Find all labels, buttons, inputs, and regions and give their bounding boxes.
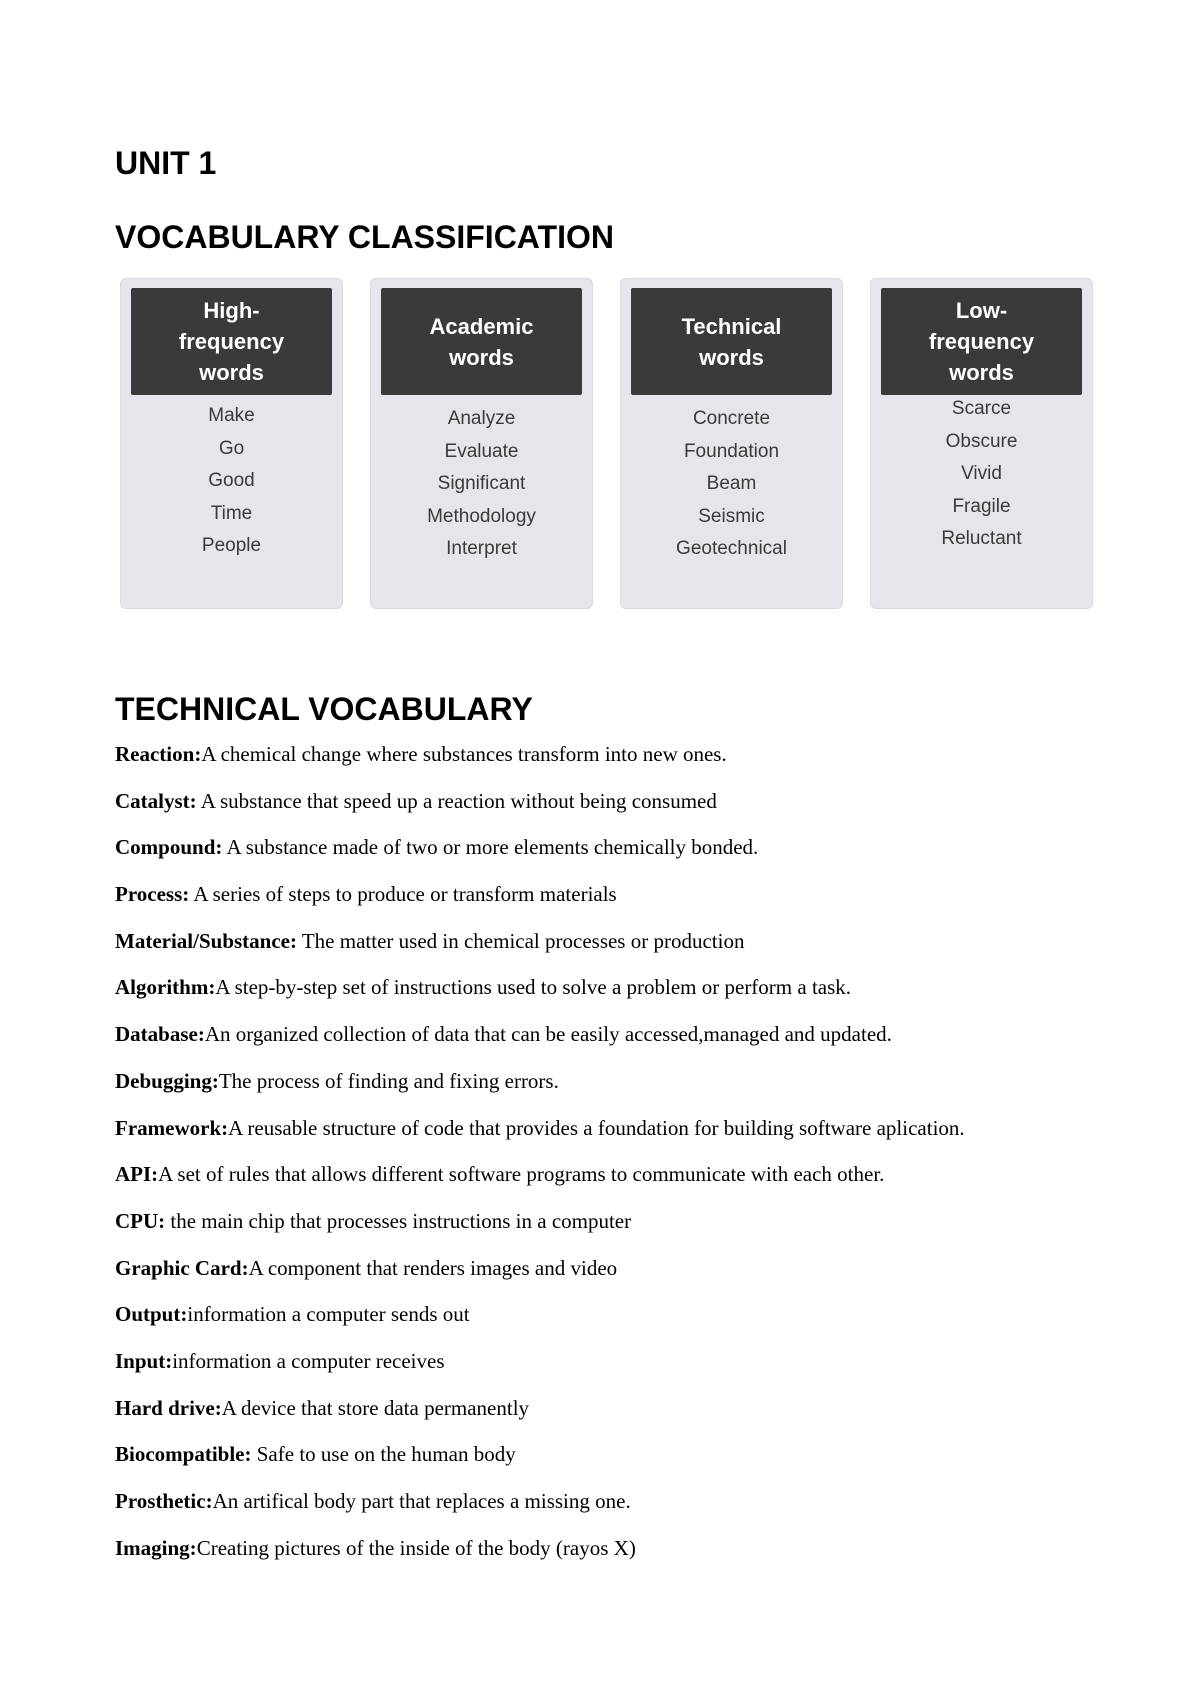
word-item: Go bbox=[218, 437, 245, 459]
term-label: Algorithm: bbox=[115, 975, 216, 1000]
card-high-frequency-words bbox=[120, 278, 343, 609]
vocabulary-entry bbox=[115, 1298, 1065, 1345]
term-label: Graphic Card: bbox=[115, 1255, 249, 1280]
term-definition: The process of finding and fixing errors. bbox=[218, 1068, 559, 1093]
term-definition: The matter used in chemical processes or production bbox=[296, 928, 745, 953]
vocabulary-entry bbox=[115, 878, 1065, 925]
term-definition: Creating pictures of the inside of the body (rayos X) bbox=[196, 1535, 636, 1560]
card-title: High-frequency words bbox=[178, 298, 285, 385]
term-definition: A reusable structure of code that provides a foundation for building software aplication. bbox=[228, 1115, 965, 1140]
vocabulary-entry bbox=[115, 785, 1065, 832]
word-item: Beam bbox=[706, 473, 757, 494]
word-item: Seismic bbox=[698, 505, 765, 527]
vocabulary-entry bbox=[115, 1158, 1065, 1205]
word-item: Fragile bbox=[952, 495, 1011, 517]
term-definition: A device that store data permanently bbox=[221, 1395, 530, 1420]
term-definition: A substance made of two or more elements chemically bonded. bbox=[222, 835, 759, 860]
word-item: Good bbox=[208, 470, 255, 491]
term-definition: the main chip that processes instructions in a computer bbox=[165, 1208, 632, 1233]
term-label: Compound: bbox=[115, 835, 223, 860]
term-label: Debugging: bbox=[115, 1068, 219, 1093]
word-item: Foundation bbox=[683, 440, 780, 462]
term-label: Catalyst: bbox=[115, 788, 197, 813]
term-label: Hard drive: bbox=[115, 1395, 222, 1420]
word-item: People bbox=[201, 535, 262, 556]
vocabulary-entry bbox=[115, 738, 1065, 785]
term-label: Reaction: bbox=[115, 742, 202, 766]
vocabulary-entry bbox=[115, 925, 1065, 972]
word-item: Methodology bbox=[427, 505, 536, 527]
unit-title: UNIT 1 bbox=[115, 145, 217, 181]
term-definition: A substance that speed up a reaction without being consumed bbox=[196, 788, 717, 813]
word-item: Time bbox=[210, 502, 253, 524]
term-label: API: bbox=[115, 1162, 159, 1187]
card-title: Academic words bbox=[429, 313, 534, 370]
term-definition: A step-by-step set of instructions used to solve a problem or perform a task. bbox=[215, 975, 852, 1000]
word-item: Reluctant bbox=[941, 528, 1022, 549]
vocabulary-entry bbox=[115, 1392, 1065, 1439]
term-label: Prosthetic: bbox=[115, 1489, 213, 1513]
term-label: Imaging: bbox=[115, 1535, 197, 1560]
vocabulary-entry bbox=[115, 1205, 1065, 1252]
vocabulary-entry bbox=[115, 1438, 1065, 1485]
term-definition: A set of rules that allows different software programs to communicate with each other. bbox=[158, 1162, 885, 1187]
term-label: Biocompatible: bbox=[115, 1442, 252, 1467]
card-header bbox=[381, 288, 582, 395]
word-item: Concrete bbox=[692, 408, 771, 429]
vocabulary-entry bbox=[115, 1112, 1065, 1159]
term-definition: information a computer receives bbox=[172, 1348, 445, 1373]
term-definition: An artifical body part that replaces a missing one. bbox=[212, 1489, 631, 1513]
card-academic-words bbox=[370, 278, 593, 609]
term-label: Output: bbox=[115, 1302, 188, 1327]
term-definition: Safe to use on the human body bbox=[251, 1442, 516, 1467]
vocabulary-classification-cards bbox=[120, 278, 1090, 609]
vocabulary-entry bbox=[115, 1252, 1065, 1299]
term-definition: A series of steps to produce or transform materials bbox=[189, 882, 617, 907]
word-list bbox=[871, 393, 1092, 556]
card-header bbox=[881, 288, 1082, 395]
term-definition: A chemical change where substances transform into new ones. bbox=[201, 742, 727, 766]
vocabulary-entry bbox=[115, 1485, 1065, 1532]
classification-title: VOCABULARY CLASSIFICATION bbox=[115, 219, 614, 255]
card-title: Low-frequency words bbox=[928, 298, 1035, 385]
word-item: Obscure bbox=[945, 430, 1018, 452]
term-definition: information a computer sends out bbox=[187, 1302, 470, 1327]
vocabulary-entry bbox=[115, 1532, 1065, 1579]
word-item: Interpret bbox=[446, 538, 517, 559]
vocabulary-entry bbox=[115, 971, 1065, 1018]
term-label: Process: bbox=[115, 882, 190, 907]
vocabulary-entry bbox=[115, 1065, 1065, 1112]
card-header bbox=[131, 288, 332, 395]
term-definition: A component that renders images and video bbox=[248, 1255, 618, 1280]
term-label: Material/Substance: bbox=[115, 928, 297, 953]
term-definition: An organized collection of data that can be easily accessed,managed and updated. bbox=[204, 1022, 892, 1047]
word-item: Vivid bbox=[961, 463, 1002, 484]
word-item: Geotechnical bbox=[676, 538, 787, 559]
word-list bbox=[621, 403, 842, 566]
vocabulary-entry bbox=[115, 831, 1065, 878]
vocabulary-entry bbox=[115, 1345, 1065, 1392]
technical-vocabulary-title: TECHNICAL VOCABULARY bbox=[115, 691, 533, 727]
word-item: Analyze bbox=[447, 408, 516, 429]
word-item: Significant bbox=[437, 473, 526, 494]
card-low-frequency-words bbox=[870, 278, 1093, 609]
card-technical-words bbox=[620, 278, 843, 609]
word-list bbox=[371, 403, 592, 566]
word-item: Make bbox=[208, 405, 255, 426]
word-list bbox=[121, 400, 342, 563]
term-label: CPU: bbox=[115, 1208, 166, 1233]
term-label: Input: bbox=[115, 1348, 173, 1373]
technical-vocabulary-list bbox=[115, 738, 1115, 1578]
card-title: Technical words bbox=[681, 313, 782, 370]
word-item: Evaluate bbox=[444, 440, 519, 462]
card-header bbox=[631, 288, 832, 395]
vocabulary-entry bbox=[115, 1018, 1065, 1065]
term-label: Database: bbox=[115, 1022, 205, 1047]
term-label: Framework: bbox=[115, 1115, 229, 1140]
word-item: Scarce bbox=[951, 398, 1012, 419]
